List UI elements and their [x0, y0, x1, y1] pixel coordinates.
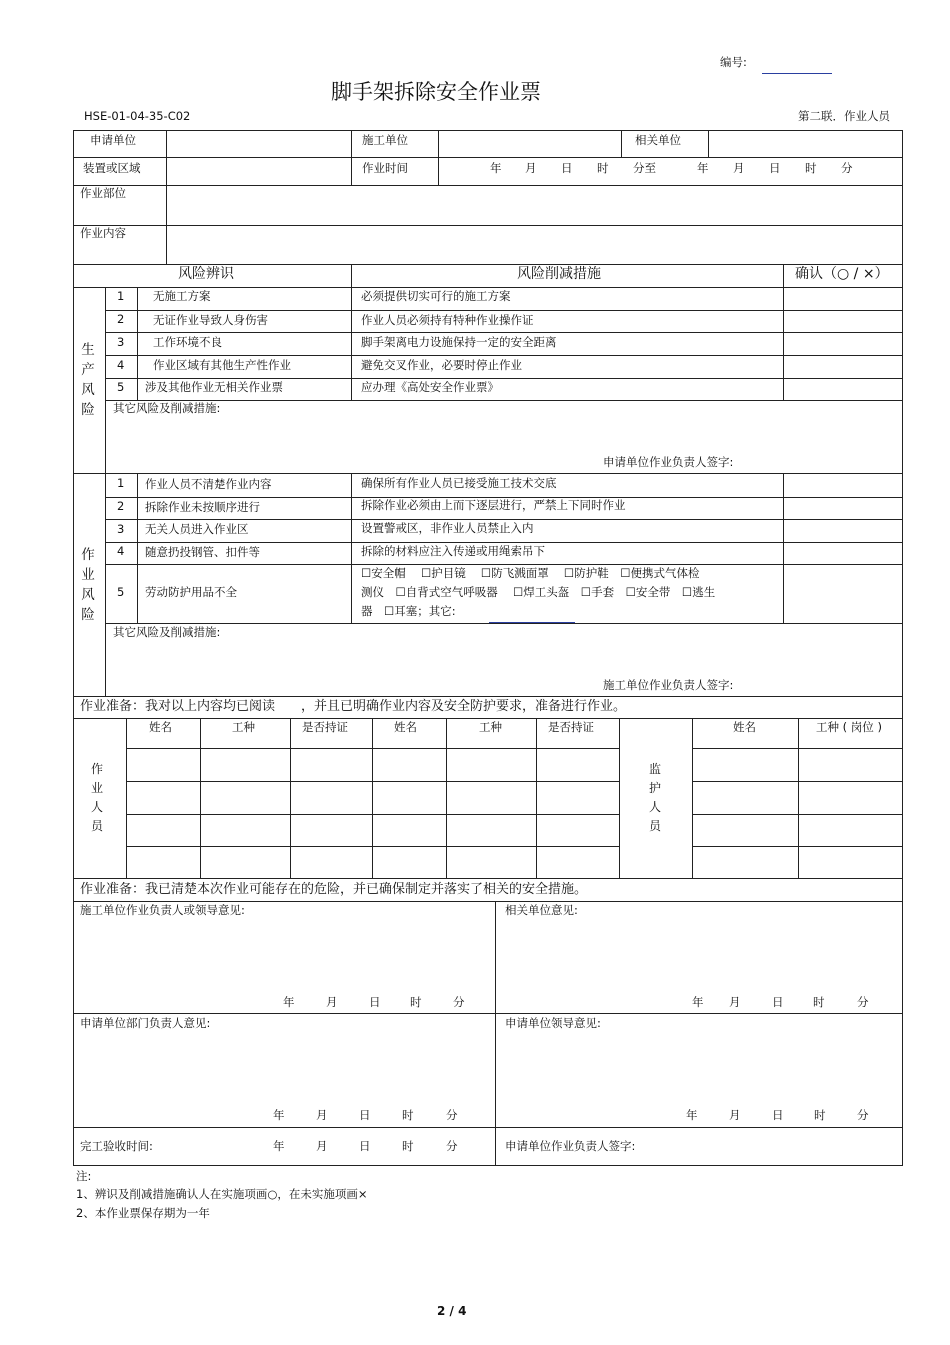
work-other-label: 其它风险及削减措施: [113, 625, 221, 639]
serial-blank[interactable] [762, 73, 832, 74]
time-to-hour: 时 [805, 161, 817, 175]
date-day: 日 [359, 1108, 371, 1122]
time-from-day: 日 [561, 161, 573, 175]
col-post-guard: 工种 ( 岗位 ) [816, 720, 882, 734]
serial-label: 编号: [720, 55, 747, 69]
date-month: 月 [326, 995, 338, 1009]
time-to-minute: 分 [841, 161, 853, 175]
row-no: 2 [117, 499, 125, 513]
risk-identify-header: 风险辨识 [178, 266, 234, 282]
worker-label: 作业人员 [90, 762, 103, 833]
date-hour: 时 [402, 1108, 414, 1122]
work-part-label: 作业部位 [80, 186, 126, 200]
date-hour: 时 [402, 1139, 414, 1153]
row-no: 1 [117, 476, 125, 490]
confirm-cell[interactable] [784, 288, 902, 310]
measure-text: 必须提供切实可行的施工方案 [361, 289, 511, 303]
date-minute: 分 [446, 1139, 458, 1153]
production-sign-label: 申请单位作业负责人签字: [603, 455, 734, 469]
confirm-header: 确认（○ / ×） [795, 266, 889, 282]
date-year: 年 [686, 1108, 698, 1122]
related-unit-label: 相关单位 [635, 133, 681, 147]
confirm-cell[interactable] [784, 333, 902, 355]
date-minute: 分 [453, 995, 465, 1009]
completion-sign-field[interactable] [655, 1130, 901, 1164]
measure-text: 脚手架离电力设施保持一定的安全距离 [361, 335, 557, 349]
col-name-guard: 姓名 [733, 720, 756, 734]
confirm-cell[interactable] [784, 356, 902, 378]
time-from-hour: 时 [597, 161, 609, 175]
date-year: 年 [692, 995, 704, 1009]
row-no: 3 [117, 335, 125, 349]
col-cert-2: 是否持证 [548, 720, 594, 734]
confirm-cell[interactable] [784, 543, 902, 564]
date-hour: 时 [813, 995, 825, 1009]
confirm-cell[interactable] [784, 379, 902, 400]
date-day: 日 [772, 1108, 784, 1122]
work-sign-label: 施工单位作业负责人签字: [603, 678, 734, 692]
completion-time-label: 完工验收时间: [80, 1139, 153, 1153]
apply-dept-opinion-field[interactable] [74, 1033, 494, 1103]
date-month: 月 [316, 1139, 328, 1153]
ppe-options-line1[interactable]: ☐安全帽 ☐护目镜 ☐防飞溅面罩 ☐防护鞋 ☐便携式气体检 [361, 566, 700, 580]
time-from-month: 月 [525, 161, 537, 175]
risk-text: 无证作业导致人身伤害 [153, 313, 268, 327]
page-number: 2 / 4 [437, 1304, 467, 1318]
measure-text: 作业人员必须持有特种作业操作证 [361, 313, 534, 327]
ppe-other-blank[interactable] [489, 622, 575, 623]
production-other-label: 其它风险及削减措施: [113, 401, 221, 415]
date-minute: 分 [446, 1108, 458, 1122]
work-content-label: 作业内容 [80, 226, 126, 240]
date-year: 年 [283, 995, 295, 1009]
risk-text: 作业人员不清楚作业内容 [145, 477, 272, 491]
page-title: 脚手架拆除安全作业票 [331, 80, 541, 104]
work-time-field[interactable] [439, 158, 902, 185]
related-unit-opinion-field[interactable] [496, 920, 902, 990]
row-no: 1 [117, 289, 125, 303]
date-minute: 分 [857, 1108, 869, 1122]
row-no: 5 [117, 380, 125, 394]
time-to-day: 日 [769, 161, 781, 175]
date-day: 日 [772, 995, 784, 1009]
notes-title: 注: [76, 1169, 92, 1183]
completion-sign-label: 申请单位作业负责人签字: [505, 1139, 636, 1153]
risk-text: 无关人员进入作业区 [145, 522, 249, 536]
ppe-options-line2[interactable]: 测仪 ☐自背式空气呼吸器 ☐焊工头盔 ☐手套 ☐安全带 ☐逃生 [361, 585, 716, 599]
construct-unit-field[interactable] [439, 131, 621, 157]
copy-label: 第二联．作业人员 [798, 109, 890, 123]
risk-text: 拆除作业未按顺序进行 [145, 500, 260, 514]
date-hour: 时 [814, 1108, 826, 1122]
time-to-year: 年 [697, 161, 709, 175]
ppe-options-line3[interactable]: 器 ☐耳塞；其它: [361, 604, 456, 618]
work-sign-field[interactable] [752, 675, 900, 693]
prep-statement-1: 作业准备：我对以上内容均已阅读 ，并且已明确作业内容及安全防护要求，准备进行作业。 [80, 699, 627, 714]
date-month: 月 [729, 995, 741, 1009]
guard-label: 监护人员 [648, 762, 661, 833]
date-hour: 时 [410, 995, 422, 1009]
row-no: 4 [117, 358, 125, 372]
measure-text: 避免交叉作业，必要时停止作业 [361, 358, 522, 372]
guard-entries-grid[interactable] [693, 749, 902, 877]
risk-measures-header: 风险削减措施 [517, 266, 601, 282]
measure-text: 拆除作业必须由上而下逐层进行，严禁上下同时作业 [361, 498, 626, 512]
row-no: 5 [117, 585, 125, 599]
col-trade-2: 工种 [479, 720, 502, 734]
related-unit-field[interactable] [709, 131, 902, 157]
doc-code: HSE-01-04-35-C02 [84, 109, 191, 123]
apply-leader-opinion-label: 申请单位领导意见: [505, 1016, 601, 1030]
note-1: 1、辨识及削减措施确认人在实施项画○，在未实施项画× [76, 1187, 368, 1201]
time-from-minute: 分至 [633, 161, 656, 175]
work-part-field[interactable] [167, 186, 902, 225]
construct-leader-opinion-label: 施工单位作业负责人或领导意见: [80, 903, 245, 917]
row-no: 3 [117, 522, 125, 536]
apply-leader-opinion-field[interactable] [496, 1033, 902, 1103]
confirm-cell[interactable] [784, 311, 902, 332]
construct-unit-label: 施工单位 [362, 133, 408, 147]
risk-text: 作业区域有其他生产性作业 [153, 358, 291, 372]
risk-text: 劳动防护用品不全 [145, 585, 237, 599]
col-name-2: 姓名 [394, 720, 417, 734]
risk-text: 工作环境不良 [153, 335, 222, 349]
col-trade-1: 工种 [232, 720, 255, 734]
row-no: 4 [117, 544, 125, 558]
confirm-cell[interactable] [784, 474, 902, 497]
date-year: 年 [273, 1139, 285, 1153]
row-no: 2 [117, 312, 125, 326]
measure-text: 应办理《高处安全作业票》 [361, 380, 499, 394]
measure-text: 拆除的材料应注入传递或用绳索吊下 [361, 544, 545, 558]
measure-text: 设置警戒区，非作业人员禁止入内 [361, 521, 534, 535]
work-other-field[interactable] [106, 642, 902, 672]
area-label: 装置或区域 [83, 161, 141, 175]
time-from-year: 年 [490, 161, 502, 175]
confirm-cell[interactable] [784, 498, 902, 519]
date-month: 月 [316, 1108, 328, 1122]
production-risk-label: 生产风险 [81, 342, 95, 418]
work-time-label: 作业时间 [362, 161, 408, 175]
time-to-month: 月 [733, 161, 745, 175]
construct-leader-opinion-field[interactable] [74, 920, 494, 990]
production-other-field[interactable] [106, 418, 902, 448]
production-sign-field[interactable] [752, 452, 900, 470]
prep-statement-2: 作业准备：我已清楚本次作业可能存在的危险，并已确保制定并落实了相关的安全措施。 [80, 882, 588, 897]
risk-text: 涉及其他作业无相关作业票 [145, 380, 283, 394]
measure-text: 确保所有作业人员已接受施工技术交底 [361, 476, 557, 490]
note-2: 2、本作业票保存期为一年 [76, 1206, 210, 1220]
work-content-field[interactable] [167, 226, 902, 264]
apply-unit-field[interactable] [167, 131, 351, 157]
risk-text: 随意扔投钢管、扣件等 [145, 545, 260, 559]
col-cert-1: 是否持证 [302, 720, 348, 734]
date-year: 年 [273, 1108, 285, 1122]
date-month: 月 [729, 1108, 741, 1122]
related-unit-opinion-label: 相关单位意见: [505, 903, 578, 917]
risk-text: 无施工方案 [153, 289, 211, 303]
confirm-cell[interactable] [784, 520, 902, 542]
date-day: 日 [359, 1139, 371, 1153]
work-risk-label: 作业风险 [81, 547, 95, 623]
col-name-1: 姓名 [149, 720, 172, 734]
apply-unit-label: 申请单位 [90, 133, 136, 147]
date-minute: 分 [857, 995, 869, 1009]
date-day: 日 [369, 995, 381, 1009]
confirm-cell[interactable] [784, 565, 902, 623]
worker-entries-grid[interactable] [127, 749, 618, 877]
area-field[interactable] [167, 158, 351, 185]
apply-dept-opinion-label: 申请单位部门负责人意见: [80, 1016, 211, 1030]
